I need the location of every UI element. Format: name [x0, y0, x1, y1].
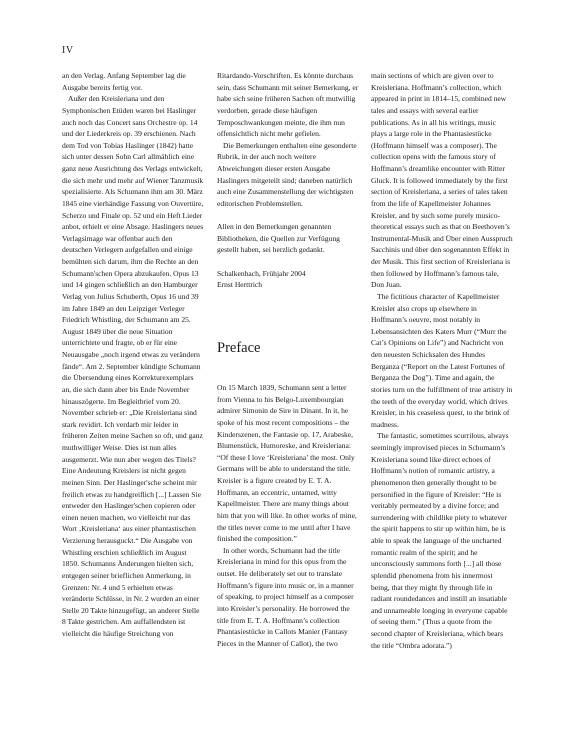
place-date: Schalkenbach, Frühjahr 2004: [217, 268, 306, 278]
acknowledgement: Allen in den Bemerkungen genannten Bibliotheken, die Quellen zur Verfügung gestellt haben, sei herzlich gedankt.: [217, 222, 340, 255]
author-name: Ernst Herttrich: [217, 280, 263, 290]
english-column-3: [371, 70, 513, 651]
english-paragraph: The fictitious character of Kapellmeister Kreisler also crops up elsewhere in Hoffmann’s oeuvre, most notably in Lebensansichten des Katers Murr (“Murr the Cat’s Opinions on Life”) and Nachricht von den neuesten Schicksalen des Hundes Berganza (“Report on the Latest Fortunes of Berganza the Dog”). Time and again, the stories turn on the fulfillment of true artistry in the teeth of the everyday world, which drives Kreisler, in his ceaseless quest, to the brink of madness.: [371, 291, 513, 429]
english-paragraph: On 15 March 1839, Schumann sent a letter from Vienna to his Belgo-Luxembourgian admirer Simonin de Sire in Dinant. In it, he spoke of his most recent compositions – the Kinderszenen, the Fantasie op. 17, Arabeske, Blumenstück, Humoreske, and Kreisleriana: “Of these I love ‘Kreisleriana’ the most. Only Germans will be able to understand the title. Kreisler is a figure created by E. T. A. Hoffmann, an eccentric, untamed, witty Kapellmeister. There are many things about him that you will like. In other works of mine, the titles never come to me until after I have finished the composition.”: [217, 383, 357, 544]
german-paragraph: Ritardando-Vorschriften. Es könnte durchaus sein, dass Schumann mit seiner Bemerkung, er habe sich seine früheren Sachen oft mutwillig verdorben, gerade diese häufigen Temposchwankungen meinte, die ihm nun offensichtlich nicht mehr gefielen.: [217, 71, 359, 139]
german-column-2: [217, 70, 359, 291]
english-paragraph: The fantastic, sometimes scurrilous, always seemingly improvised pieces in Schumann’s Kreisleriana sound like direct echoes of Hoffmann’s notion of romantic artistry, a phenomenon then generally thought to be personified in the figure of Kreisler: “He is veritably permeated by a divine force; and surrendering with childlike piety to whatever the spirit happens to stir up within him, he is able to speak the language of the uncharted romantic realm of the spirit; and he unconsciously summons forth [...] all those splendid phenomena from his innermost being, that they might fly through life in radiant roundedances and instill an insatiable and unnameable longing in everyone capable of seeing them.” (Thus a quote from the second chapter of Kreisleriana, which bears the title “Ombra adorata.”): [371, 431, 509, 650]
preface-heading: Preface: [217, 340, 261, 356]
german-column-1: [62, 70, 204, 640]
english-column-2: [217, 382, 359, 649]
english-paragraph: main sections of which are given over to Kreisleriana. Hoffmann’s collection, which appeared in print in 1814–15, combined new tales and essays with several earlier publications. As in all his writings, music plays a large role in the Phantasiestücke (Hoffmann himself was a composer). The collection opens with the famous story of Hoffmann’s dreamlike encounter with Ritter Gluck. It is followed immediately by the first section of Kreisleriana, a series of tales taken from the life of Kapellmeister Johannes Kreisler, and by such some purely musico-theoretical essays such as that on Beethoven’s Instrumental-Musik and Über einen Ausspruch Sacchinis und über den sogenannten Effekt in der Musik. This first section of Kreisleriana is then followed by Hoffmann’s famous tale, Don Juan.: [371, 71, 513, 290]
german-paragraph: Außer den Kreisleriana und den Symphonischen Etüden waren bei Haslinger auch noch das Concert sans Orchestre op. 14 und der Liederkreis op. 39 erschienen. Nach dem Tod von Tobias Haslinger (1842) hatte sich unter dessen Sohn Carl allmählich eine ganz neue Ausrichtung des Verlags entwickelt, die sich mehr und mehr auf Wiener Tanzmusik spezialisierte. Als Schumann ihm am 30. März 1845 eine vierhändige Fassung von Ouvertüre, Scherzo und Finale op. 52 und ein Heft Lieder anbot, erhielt er eine Absage. Haslingers neues Verlagsimage war offenbar auch den deutschen Verlegern aufgefallen und einige bemühten sich darum, ihm die Rechte an den Schumann'schen Opera abzukaufen. Opus 13 und 14 gingen schließlich an den Hamburger Verlag von Julius Schuberth, Opus 16 und 39 im Jahre 1849 an den Leipziger Verleger Friedrich Whistling, der Schumann am 25. August 1849 über die neue Situation unterrichtete und fragte, ob er für eine Neuausgabe „noch irgend etwas zu verändern fände“. Am 2. September kündigte Schumann die Übersendung eines Korrekturexemplars an, die sich dann aber bis Ende November hinauszögerte. Im Begleitbrief vom 20. November schrieb er: „Die Kreisleriana sind stark revidirt. Ich verdarb mir leider in früheren Zeiten meine Sachen so oft, und ganz muthwilliger Weise. Dies ist nun alles ausgemerzt. Wie nun aber wegen des Titels? Eine Andeutung Kreislers ist nicht gegen meinen Sinn. Der Haslinger'sche scheint mir freilich etwas zu handgreiflich [...] Lassen Sie entweder den Haslinger'schen copieren oder einen neuen machen, wo vielleicht nur das Wort ‚Kreisleriana‘ aus einer phantastischen Verzierung herausguckt.“ Die Ausgabe von Whistling erschien schließlich im August 1850. Schumanns Änderungen hielten sich, entgegen seiner brieflichen Anmerkung, in Grenzen: Nr. 4 und 5 erhielten etwas veränderte Schlüsse, in Nr. 2 wurden an einer Stelle 20 Takte hinzugefügt, an anderer Stelle 8 Takte gestrichen. Am auffallendsten ist vielleicht die häufige Streichung von: [62, 94, 204, 638]
german-paragraph: Die Bemerkungen enthalten eine gesonderte Rubrik, in der auch noch weitere Abweichungen dieser ersten Ausgabe Haslingers mitgeteilt sind; daneben natürlich auch eine Zusammenstellung der wichtigsten editorischen Problemstellen.: [217, 140, 357, 208]
page-number: IV: [62, 45, 74, 56]
german-paragraph: an den Verlag. Anfang September lag die Ausgabe bereits fertig vor.: [62, 71, 186, 92]
english-paragraph: In other words, Schumann had the title Kreisleriana in mind for this opus from the outset. He deliberately set out to translate Hoffmann’s figure into music or, in a manner of speaking, to project himself as a composer into Kreisler’s personality. He borrowed the title from E. T. A. Hoffmann’s collection Phantasiestücke in Callots Manier (Fantasy Pieces in the Manner of Callot), the two: [217, 545, 354, 648]
